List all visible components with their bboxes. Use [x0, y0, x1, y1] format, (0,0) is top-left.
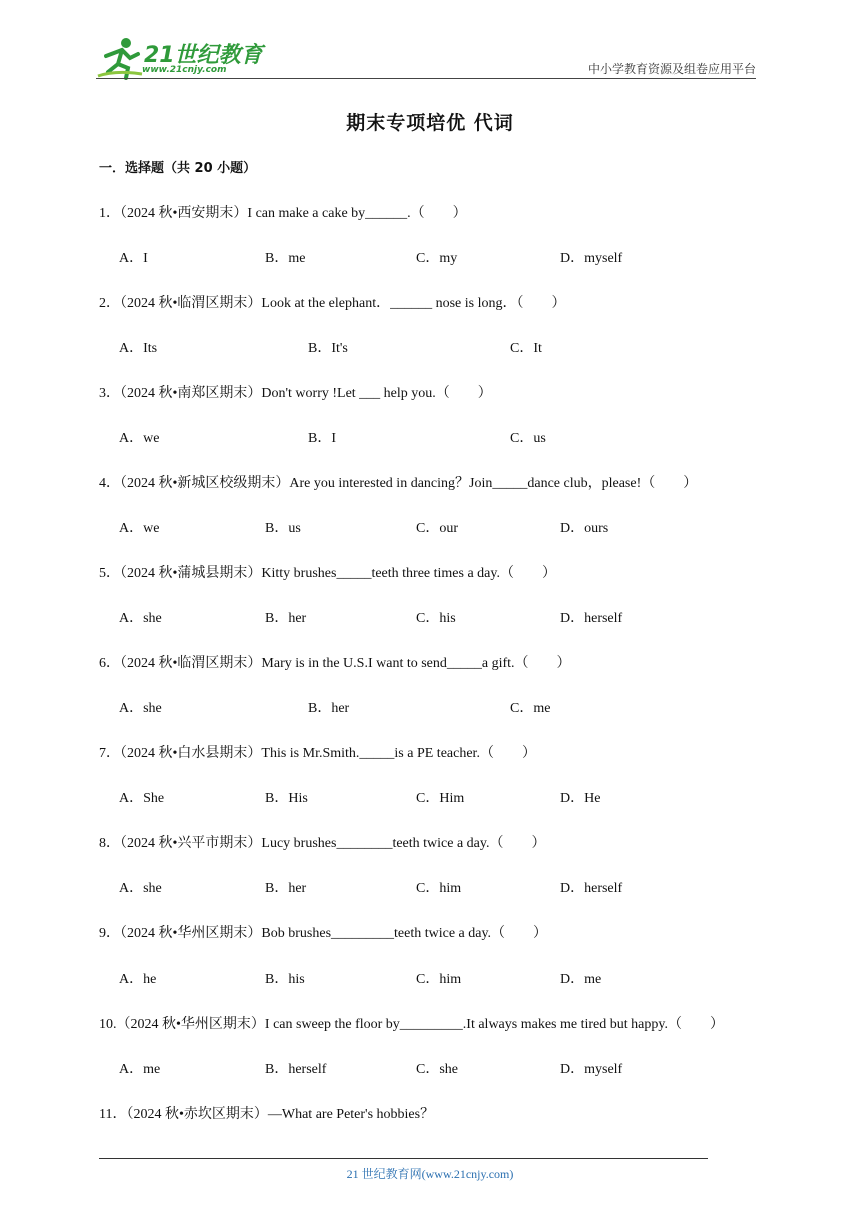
options-8 [119, 877, 759, 897]
option-c: C．him [416, 881, 462, 896]
footer-divider [99, 1158, 708, 1159]
question-10: 10.（2024 秋•华州区期末）I can sweep the floor by_________.It always makes me tired but happy.（ ） [99, 1017, 724, 1032]
option-b: B．her [265, 611, 307, 626]
option-a: A．she [119, 611, 162, 626]
option-c: C．It [510, 341, 542, 356]
option-a: A．She [119, 791, 165, 806]
option-b: B．His [265, 791, 308, 806]
header-divider [96, 78, 756, 79]
option-c: C．his [416, 611, 456, 626]
option-d: D．myself [560, 1062, 623, 1077]
option-c: C．me [510, 701, 551, 716]
footer-link[interactable]: 21 世纪教育网(www.21cnjy.com) [346, 1167, 514, 1181]
option-b: B．us [265, 521, 301, 536]
option-a: A．I [119, 251, 148, 266]
question-4: 4．（2024 秋•新城区校级期末）Are you interested in dancing？Join_____dance club，please!（ ） [99, 476, 698, 491]
logo-url: www.21cnjy.com [142, 65, 227, 75]
question-8: 8．（2024 秋•兴平市期末）Lucy brushes________teeth twice a day.（ ） [99, 836, 546, 851]
options-9 [119, 968, 759, 988]
option-a: A．we [119, 521, 160, 536]
question-2: 2．（2024 秋•临渭区期末）Look at the elephant．______ nose is long．（ ） [99, 296, 566, 311]
logo-text: 21世纪教育 [144, 43, 263, 68]
option-d: D．myself [560, 251, 623, 266]
option-a: A．me [119, 1062, 161, 1077]
options-4 [119, 517, 759, 537]
question-5: 5．（2024 秋•蒲城县期末）Kitty brushes_____teeth three times a day.（ ） [99, 566, 556, 581]
question-11: 11．（2024 秋•赤坎区期末）—What are Peter's hobbies？ [99, 1107, 435, 1122]
option-c: C．she [416, 1062, 458, 1077]
options-3 [119, 427, 759, 447]
option-b: B．me [265, 251, 306, 266]
option-c: C．my [416, 251, 458, 266]
option-b: B．I [308, 431, 336, 446]
question-7: 7．（2024 秋•白水县期末）This is Mr.Smith._____is a PE teacher.（ ） [99, 746, 536, 761]
option-b: B．his [265, 972, 305, 987]
question-9: 9．（2024 秋•华州区期末）Bob brushes_________teeth twice a day.（ ） [99, 926, 548, 941]
platform-name: 中小学教育资源及组卷应用平台 [587, 62, 756, 76]
option-c: C．our [416, 521, 458, 536]
option-c: C．him [416, 972, 462, 987]
question-6: 6．（2024 秋•临渭区期末）Mary is in the U.S.I want to send_____a gift.（ ） [99, 656, 571, 671]
option-d: D．herself [560, 611, 623, 626]
option-a: A．we [119, 431, 160, 446]
option-c: C．Him [416, 791, 465, 806]
options-10 [119, 1058, 759, 1078]
options-7 [119, 787, 759, 807]
option-b: B．her [308, 701, 350, 716]
options-6 [119, 697, 759, 717]
section-heading: 一．选择题（共 20 小题） [99, 161, 257, 176]
option-d: D．herself [560, 881, 623, 896]
site-logo [96, 36, 266, 80]
runner-logo-icon [96, 36, 144, 80]
question-1: 1．（2024 秋•西安期末）I can make a cake by______.（ ） [99, 206, 467, 221]
option-b: B．It's [308, 341, 348, 356]
options-1 [119, 247, 759, 267]
option-b: B．her [265, 881, 307, 896]
options-5 [119, 607, 759, 627]
options-2 [119, 337, 759, 357]
page-header [96, 30, 756, 82]
option-d: D．me [560, 972, 602, 987]
option-a: A．she [119, 881, 162, 896]
option-d: D．ours [560, 521, 609, 536]
option-a: A．he [119, 972, 157, 987]
option-d: D．He [560, 791, 601, 806]
option-a: A．Its [119, 341, 158, 356]
option-c: C．us [510, 431, 546, 446]
question-3: 3．（2024 秋•南郑区期末）Don't worry !Let ___ help you.（ ） [99, 386, 492, 401]
option-a: A．she [119, 701, 162, 716]
option-b: B．herself [265, 1062, 327, 1077]
page-title: 期末专项培优 代词 [346, 112, 514, 134]
